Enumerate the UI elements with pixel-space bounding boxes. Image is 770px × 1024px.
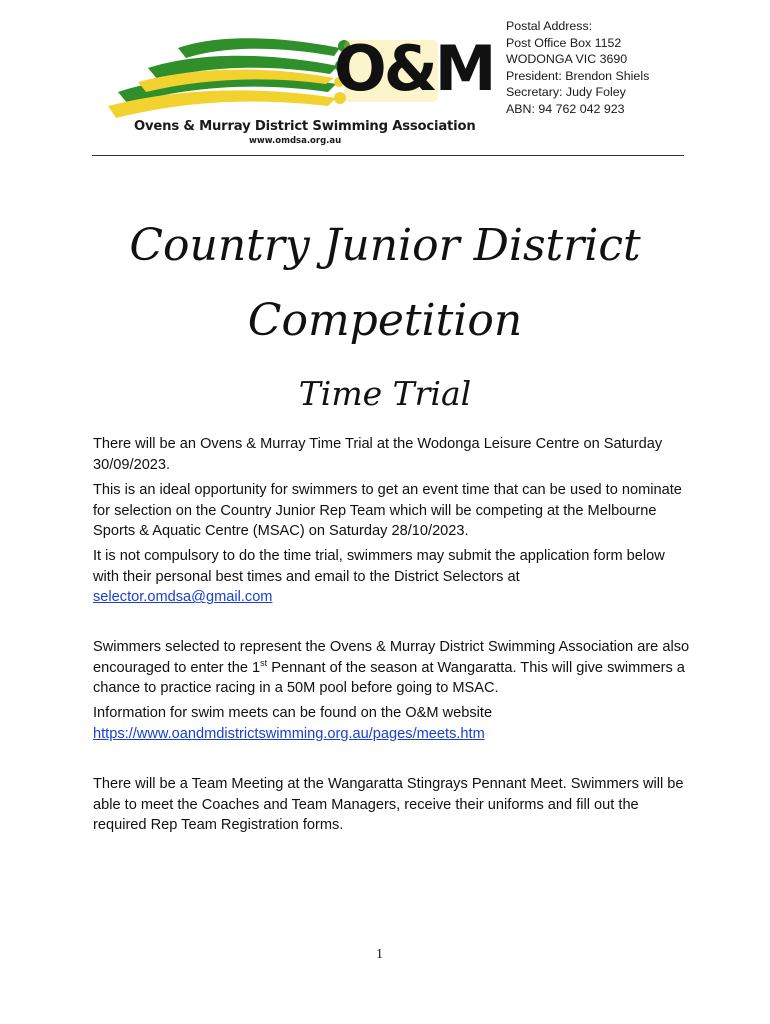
org-website: www.omdsa.org.au <box>249 136 342 146</box>
page-number: 1 <box>376 947 383 962</box>
paragraph-time-trial <box>93 434 693 475</box>
paragraph-application <box>93 546 693 608</box>
postal-line: WODONGA VIC 3690 <box>506 52 628 67</box>
page-title-line-2: Competition <box>247 295 523 346</box>
paragraph-text: There will be an Ovens & Murray Time Trial at the Wodonga Leisure Centre on Saturday 30/09/2023. <box>93 436 663 473</box>
paragraph-opportunity <box>93 480 693 542</box>
paragraph-text: Information for swim meets can be found on the O&M website <box>93 705 493 721</box>
paragraph-meet-info <box>93 703 693 744</box>
page-title-line-1: Country Junior District <box>129 220 641 271</box>
postal-line: ABN: 94 762 042 923 <box>506 101 625 116</box>
ordinal-suffix: st <box>260 657 268 668</box>
paragraph-text: This is an ideal opportunity for swimmers to get an event time that can be used to nominate for selection on the Country Junior Rep Team which will be competing at the Melbourne Sports & Aquatic Centre (MSAC) on Saturday 28/10/2023. <box>93 482 682 540</box>
page-subtitle: Time Trial <box>298 374 472 413</box>
postal-line: Secretary: Judy Foley <box>506 85 626 100</box>
postal-line: President: Brendon Shiels <box>506 68 650 83</box>
paragraph-text: Pennant of the season at Wangaratta. This will give swimmers a chance to practice racing in a 50M pool before going to MSAC. <box>93 659 685 697</box>
paragraph-team-meeting <box>93 774 693 836</box>
org-name: Ovens & Murray District Swimming Association <box>134 119 476 134</box>
postal-line: Postal Address: <box>506 19 593 33</box>
postal-address-block <box>506 18 649 118</box>
paragraph-text: Swimmers selected to represent the Ovens & Murray District Swimming Association are also encouraged to enter the 1 <box>93 639 690 676</box>
paragraph-text: It is not compulsory to do the time trial, swimmers may submit the application form below with their personal best times and email to the District Selectors at <box>93 548 665 585</box>
paragraph-text: There will be a Team Meeting at the Wangaratta Stingrays Pennant Meet. Swimmers will be able to meet the Coaches and Team Managers, receive their uniforms and fill out the required Rep Team Registration forms. <box>93 776 684 834</box>
postal-line: Post Office Box 1152 <box>506 35 622 50</box>
header-divider <box>92 155 684 156</box>
paragraph-pennant <box>93 637 693 699</box>
meets-website-link[interactable]: https://www.oandmdistrictswimming.org.au/pages/meets.htm <box>93 725 485 742</box>
selector-email-link[interactable]: selector.omdsa@gmail.com <box>93 589 273 606</box>
logo-letters: O&M <box>334 32 494 105</box>
